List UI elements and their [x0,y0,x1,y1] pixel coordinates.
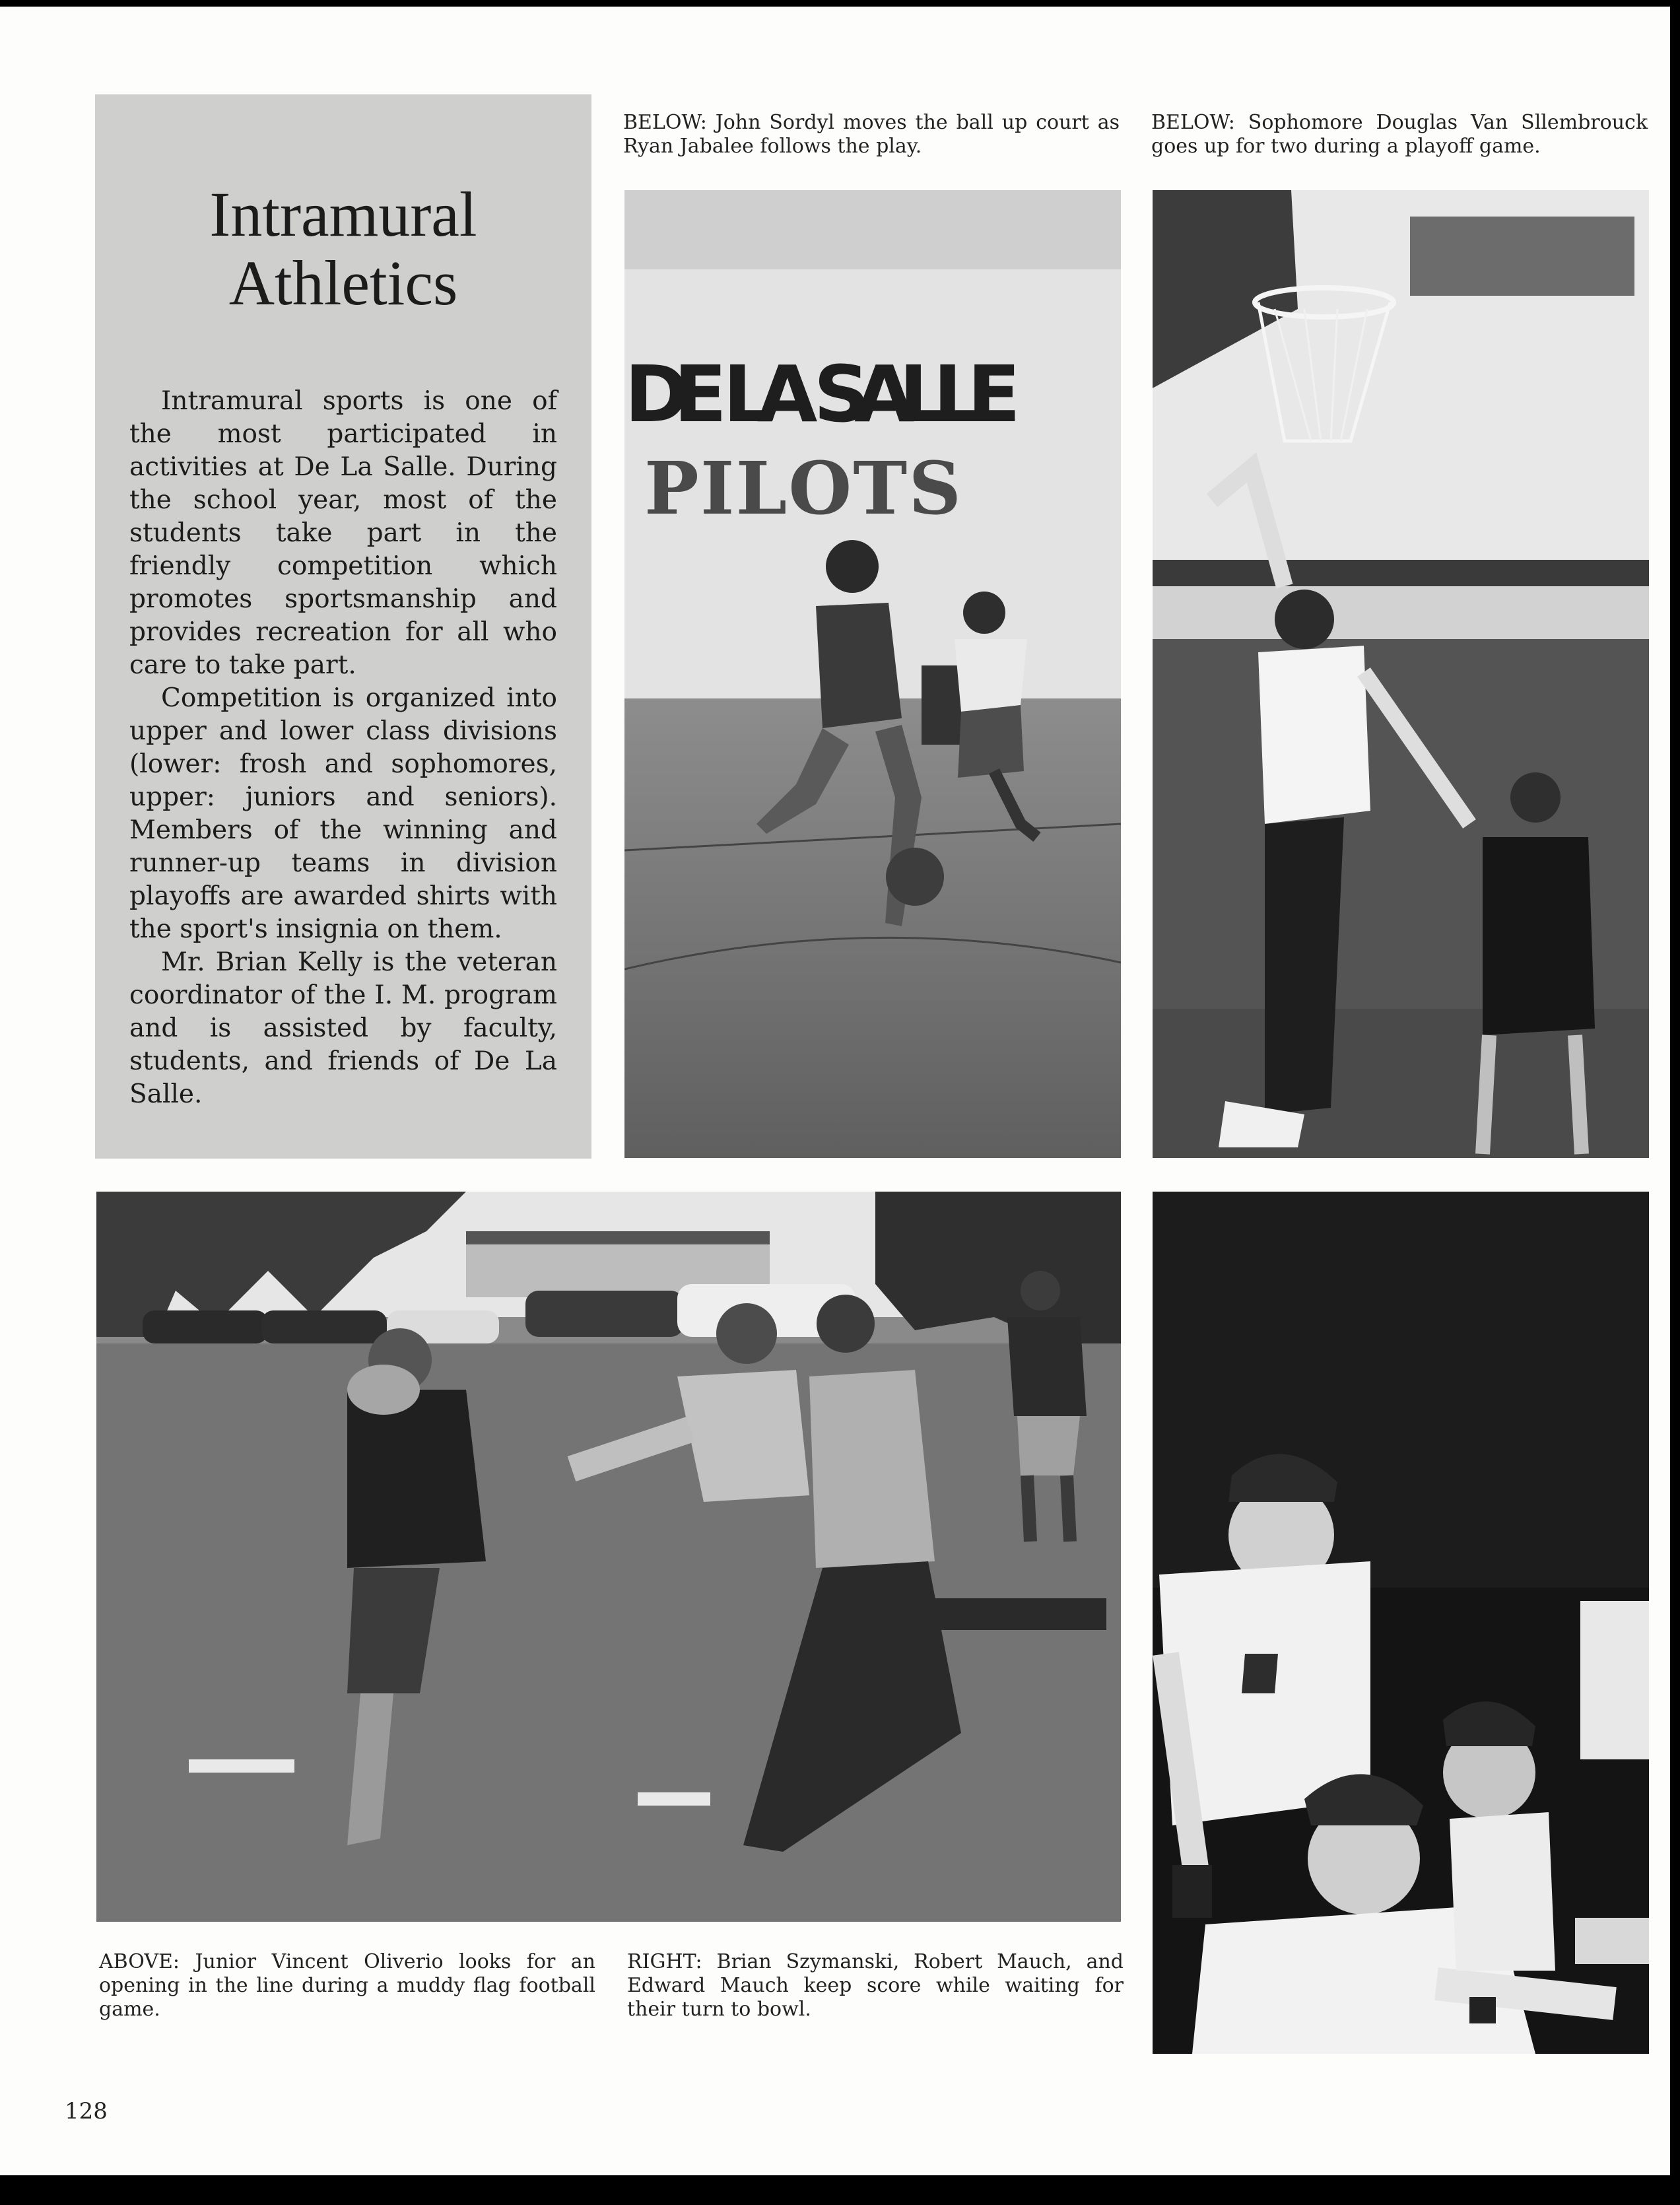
intro-paragraph-2: Competition is organized into upper and lower class divisions (lower: frosh and sophomores, upper: juniors and seniors). Members of the winning and runner-up teams in division playoffs are awarded shirts with the sport's insignia on them. [129,683,557,944]
photo-flag-football [96,1192,1121,1922]
caption-football: ABOVE: Junior Vincent Oliverio looks for an opening in the line during a muddy flag football game. [99,1950,595,2021]
caption-basketball-1: BELOW: John Sordyl moves the ball up court as Ryan Jabalee follows the play. [623,111,1120,158]
intro-paragraph-1: Intramural sports is one of the most participated in activities at De La Salle. During the school year, most of the students take part in the friendly competition which promotes sportsmanship and provides recreation for all who care to take part. [129,386,557,680]
intro-text [129,385,557,1111]
caption-basketball-2: BELOW: Sophomore Douglas Van Sllembrouck goes up for two during a playoff game. [1151,111,1648,158]
page-title [95,180,591,318]
photo-bowling-scorekeepers [1153,1192,1649,2054]
caption-bowling: RIGHT: Brian Szymanski, Robert Mauch, and Edward Mauch keep score while waiting for their turn to bowl. [627,1950,1124,2021]
title-line-1: Intramural [209,179,477,250]
page-number: 128 [65,2098,108,2124]
yearbook-page [0,7,1670,2175]
photo-basketball-dribble [624,190,1121,1158]
photo-basketball-rebound [1153,190,1649,1158]
title-panel [95,94,591,1159]
intro-paragraph-3: Mr. Brian Kelly is the veteran coordinator of the I. M. program and is assisted by faculty, students, and friends of De La Salle. [129,947,557,1109]
gym-wall-lettering-2: PILOTS [644,446,961,531]
title-line-2: Athletics [228,248,458,318]
gym-wall-lettering-1: DE LA SALLE [624,349,1021,440]
